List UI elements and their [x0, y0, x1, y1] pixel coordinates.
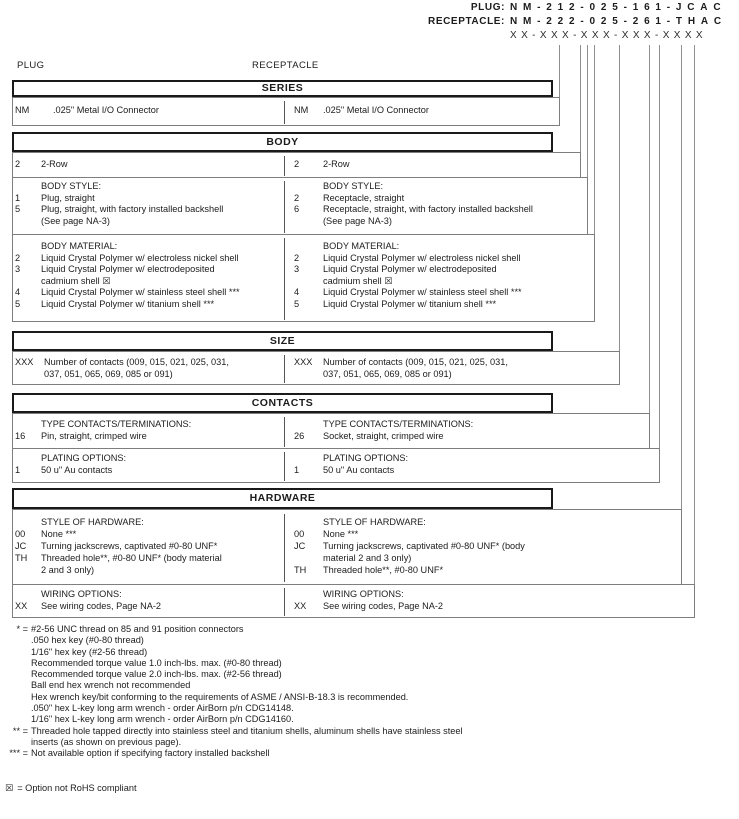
option-row [15, 369, 229, 381]
wiring-options-box [12, 584, 695, 618]
footnote-marker [0, 692, 31, 703]
footnote-text: 1/16" hex L-key long arm wrench - order AirBorn p/n CDG14160. [31, 714, 294, 725]
option-row [15, 159, 68, 171]
body-material-options-box [12, 234, 595, 322]
section-bar-body: BODY [12, 132, 553, 152]
option-desc: Receptacle, straight [323, 192, 405, 203]
column-divider [284, 355, 285, 383]
option-row [294, 552, 525, 564]
option-code: 16 [15, 430, 26, 441]
option-desc: cadmium shell ☒ [323, 275, 393, 286]
option-group-title-row [294, 241, 522, 253]
footnote-text: Recommended torque value 2.0 inch-lbs. max. (#2-56 thread) [31, 669, 282, 680]
footnote-marker [0, 669, 31, 680]
option-row [294, 564, 525, 576]
option-code: 5 [15, 298, 21, 309]
section-bar-size: SIZE [12, 331, 553, 351]
column-header-plug: PLUG [17, 60, 45, 71]
footnote-line [0, 726, 463, 737]
option-code: JC [294, 541, 306, 551]
footnote-line [0, 647, 463, 658]
option-group-title: BODY MATERIAL: [41, 241, 118, 251]
option-group-title: PLATING OPTIONS: [323, 453, 409, 463]
option-row [294, 528, 525, 540]
option-group-title-row [15, 589, 161, 601]
footnote-text: #2-56 UNC thread on 85 and 91 position connectors [31, 624, 244, 634]
option-code [294, 276, 323, 288]
hardware-style-options-box [12, 509, 682, 585]
option-code [294, 181, 323, 193]
footnote-line [0, 658, 463, 669]
option-code: 3 [294, 264, 300, 274]
option-row [294, 357, 508, 369]
option-desc: Liquid Crystal Polymer w/ stainless steel shell *** [41, 287, 240, 297]
option-group-title: PLATING OPTIONS: [41, 453, 127, 463]
option-row [15, 357, 229, 369]
option-group-title-row [15, 181, 223, 193]
option-group-title: STYLE OF HARDWARE: [41, 517, 144, 527]
option-desc: Plug, straight [41, 192, 95, 203]
option-code: 2 [15, 159, 21, 169]
option-desc: See wiring codes, Page NA-2 [323, 600, 444, 611]
option-group-title: TYPE CONTACTS/TERMINATIONS: [323, 419, 474, 429]
plating-options-box [12, 448, 660, 483]
option-row [15, 253, 240, 265]
option-desc: Number of contacts (009, 015, 021, 025, 031, [323, 357, 508, 367]
size-options-box [12, 351, 620, 385]
footnote-line [0, 703, 463, 714]
option-row [15, 540, 222, 552]
option-code: 5 [15, 204, 21, 214]
option-group-title-row [294, 181, 533, 193]
footnote-marker [0, 647, 31, 658]
option-row [294, 540, 525, 552]
body-style-options-box [12, 177, 588, 235]
option-code: XXX [15, 357, 34, 367]
option-group-title-row [15, 419, 191, 431]
option-code [294, 589, 323, 601]
receptacle-part-number-label: RECEPTACLE: [428, 16, 505, 27]
contacts-type-options-box [12, 413, 650, 449]
option-desc: None *** [323, 529, 359, 539]
option-desc: Liquid Crystal Polymer w/ electrodeposited [41, 264, 215, 274]
footnote-text: Ball end hex wrench not recommended [31, 680, 191, 691]
option-code: 1 [294, 464, 300, 475]
option-desc: Liquid Crystal Polymer w/ electrodeposited [323, 264, 497, 274]
option-code: XX [15, 600, 28, 611]
footnotes-block [0, 624, 463, 760]
option-desc: .025" Metal I/O Connector [323, 105, 429, 115]
option-desc: material 2 and 3 only) [323, 553, 412, 563]
option-desc: Liquid Crystal Polymer w/ titanium shell *** [323, 298, 497, 309]
option-code: XX [294, 600, 307, 611]
option-group-title: WIRING OPTIONS: [323, 589, 404, 599]
option-row [294, 287, 522, 299]
option-row [294, 253, 522, 265]
option-code: NM [294, 105, 309, 115]
rohs-note-text: = Option not RoHS compliant [17, 783, 137, 793]
option-code: 6 [294, 204, 300, 214]
option-code: TH [15, 553, 28, 563]
option-code: 4 [15, 287, 21, 297]
option-desc: Socket, straight, crimped wire [323, 430, 444, 441]
option-code: 3 [15, 264, 21, 274]
connector-line-plating [659, 45, 660, 483]
option-code [15, 276, 41, 288]
option-row [294, 276, 522, 288]
option-code: 4 [294, 287, 300, 297]
option-group-title-row [294, 589, 443, 601]
option-desc: 50 u" Au contacts [323, 464, 395, 475]
footnote-marker [0, 714, 31, 725]
option-desc: 2-Row [323, 159, 350, 169]
option-code: NM [15, 105, 30, 115]
option-row [15, 105, 159, 117]
option-desc: Liquid Crystal Polymer w/ electroless nickel shell [323, 252, 521, 263]
option-code: TH [294, 565, 307, 575]
option-row [15, 193, 223, 205]
option-desc: 2-Row [41, 159, 68, 169]
section-bar-series: SERIES [12, 80, 553, 97]
option-desc: Receptacle, straight, with factory installed backshell [323, 204, 533, 214]
column-divider [284, 452, 285, 481]
option-code: 00 [15, 529, 26, 539]
option-row [294, 369, 508, 381]
option-code: 26 [294, 430, 305, 441]
option-desc: Threaded hole**, #0-80 UNF* (body material [41, 553, 222, 563]
column-divider [284, 181, 285, 233]
option-code: 2 [294, 192, 300, 203]
option-code: 2 [294, 159, 300, 169]
column-divider [284, 514, 285, 582]
option-row [15, 564, 222, 576]
option-row [294, 431, 473, 443]
option-row [294, 193, 533, 205]
option-code [15, 181, 41, 193]
option-group-title-row [15, 516, 222, 528]
option-code: 2 [294, 252, 300, 263]
section-bar-contacts: CONTACTS [12, 393, 553, 413]
part-number-pattern: XX-XXX-XXX-XXX-XXXX [510, 30, 707, 41]
footnote-marker: ** = [12, 725, 28, 736]
column-divider [284, 588, 285, 616]
option-row [15, 216, 223, 228]
option-code [15, 516, 41, 528]
column-header-receptacle: RECEPTACLE [252, 60, 319, 71]
option-desc: (See page NA-3) [41, 215, 110, 226]
option-desc: 037, 051, 065, 069, 085 or 091) [44, 368, 173, 379]
option-desc: See wiring codes, Page NA-2 [41, 600, 162, 611]
option-code [15, 216, 41, 228]
option-row [15, 276, 240, 288]
option-row [15, 431, 191, 443]
option-code [294, 453, 323, 465]
footnote-line [0, 748, 463, 759]
column-divider [284, 238, 285, 320]
option-desc: 2 and 3 only) [41, 565, 95, 575]
option-code [294, 369, 323, 381]
receptacle-part-number-value: NM-222-025-261-THAC [510, 16, 727, 27]
option-group-title: BODY MATERIAL: [323, 241, 400, 251]
option-row [294, 601, 443, 613]
footnote-marker [0, 680, 31, 691]
option-code: 5 [294, 298, 300, 309]
column-divider [284, 156, 285, 176]
option-row [15, 601, 161, 613]
option-desc: 037, 051, 065, 069, 085 or 091) [323, 368, 452, 379]
option-row [15, 287, 240, 299]
option-group-title: BODY STYLE: [323, 181, 384, 191]
option-desc: (See page NA-3) [323, 215, 392, 226]
footnote-text: Threaded hole tapped directly into stainless steel and titanium shells, aluminum shells have stainless steel [31, 725, 463, 736]
option-code [15, 589, 41, 601]
plug-part-number-label: PLUG: [470, 2, 505, 13]
option-code [294, 552, 323, 564]
option-row [294, 299, 522, 311]
option-row [15, 552, 222, 564]
option-row [294, 159, 350, 171]
option-row [294, 264, 522, 276]
column-divider [284, 101, 285, 124]
option-desc: Liquid Crystal Polymer w/ titanium shell *** [41, 298, 215, 309]
option-code: 2 [15, 252, 21, 263]
option-code [294, 241, 323, 253]
option-code [15, 564, 41, 576]
option-code: 00 [294, 529, 305, 539]
option-group-title-row [294, 453, 408, 465]
footnote-marker: * = [16, 624, 28, 634]
option-code [294, 216, 323, 228]
footnote-text: Hex wrench key/bit conforming to the requirements of ASME / ANSI-B-18.3 is recommended. [31, 691, 409, 702]
plug-part-number-value: NM-212-025-161-JCAC [510, 2, 727, 13]
connector-line-size [619, 45, 620, 385]
option-group-title-row [294, 516, 525, 528]
option-desc: Liquid Crystal Polymer w/ electroless nickel shell [41, 252, 239, 263]
footnote-line [0, 737, 463, 748]
footnote-text: 1/16" hex key (#2-56 thread) [31, 646, 148, 657]
option-code [15, 241, 41, 253]
option-row [15, 299, 240, 311]
option-row [15, 204, 223, 216]
option-code [15, 419, 41, 431]
footnote-text: .050" hex L-key long arm wrench - order AirBorn p/n CDG14148. [31, 703, 294, 714]
option-group-title-row [15, 453, 126, 465]
footnote-line [0, 624, 463, 635]
option-desc: 50 u" Au contacts [41, 464, 113, 475]
option-code: 1 [15, 464, 21, 475]
option-desc: Threaded hole**, #0-80 UNF* [323, 565, 444, 575]
option-desc: Turning jackscrews, captivated #0-80 UNF* [41, 541, 218, 551]
footnote-text: Not available option if specifying factory installed backshell [31, 748, 270, 759]
footnote-line [0, 669, 463, 680]
option-code [15, 369, 44, 381]
option-desc: Plug, straight, with factory installed backshell [41, 204, 224, 214]
option-group-title: BODY STYLE: [41, 181, 102, 191]
footnote-marker [0, 635, 31, 646]
option-row [15, 528, 222, 540]
footnote-marker [0, 658, 31, 669]
option-code: JC [15, 541, 27, 551]
option-desc: None *** [41, 529, 77, 539]
option-desc: Turning jackscrews, captivated #0-80 UNF* (body [323, 541, 525, 551]
option-group-title: STYLE OF HARDWARE: [323, 517, 426, 527]
connector-line-contacts-type [649, 45, 650, 449]
option-code: 1 [15, 192, 21, 203]
section-bar-hardware: HARDWARE [12, 488, 553, 509]
footnote-text: inserts (as shown on previous page). [31, 736, 182, 747]
option-desc: Pin, straight, crimped wire [41, 430, 147, 441]
footnote-marker: *** = [9, 748, 28, 759]
connector-line-hardware [681, 45, 682, 585]
option-row [294, 204, 533, 216]
option-group-title-row [294, 419, 473, 431]
footnote-marker [0, 703, 31, 714]
footnote-line [0, 714, 463, 725]
rohs-note [5, 783, 137, 794]
option-row [15, 465, 126, 477]
option-row [15, 264, 240, 276]
option-code [294, 419, 323, 431]
option-row [294, 465, 408, 477]
column-divider [284, 417, 285, 447]
footnote-line [0, 680, 463, 691]
footnote-line [0, 692, 463, 703]
option-row [294, 105, 429, 117]
option-desc: cadmium shell ☒ [41, 275, 111, 286]
option-desc: .025" Metal I/O Connector [53, 105, 159, 115]
option-group-title: WIRING OPTIONS: [41, 589, 122, 599]
footnote-line [0, 635, 463, 646]
option-row [294, 216, 533, 228]
option-group-title: TYPE CONTACTS/TERMINATIONS: [41, 419, 192, 429]
option-desc: Number of contacts (009, 015, 021, 025, 031, [44, 357, 229, 367]
series-options-box [12, 97, 560, 126]
not-rohs-box-x-icon: ☒ [5, 783, 14, 793]
footnote-text: .050 hex key (#0-80 thread) [31, 635, 144, 646]
connector-line-wiring [694, 45, 695, 618]
option-code [15, 453, 41, 465]
option-code [294, 516, 323, 528]
option-desc: Liquid Crystal Polymer w/ stainless steel shell *** [323, 287, 522, 297]
footnote-text: Recommended torque value 1.0 inch-lbs. max. (#0-80 thread) [31, 657, 282, 668]
option-code: XXX [294, 357, 313, 367]
footnote-marker [0, 737, 31, 748]
option-group-title-row [15, 241, 240, 253]
body-row-options-box [12, 152, 581, 178]
